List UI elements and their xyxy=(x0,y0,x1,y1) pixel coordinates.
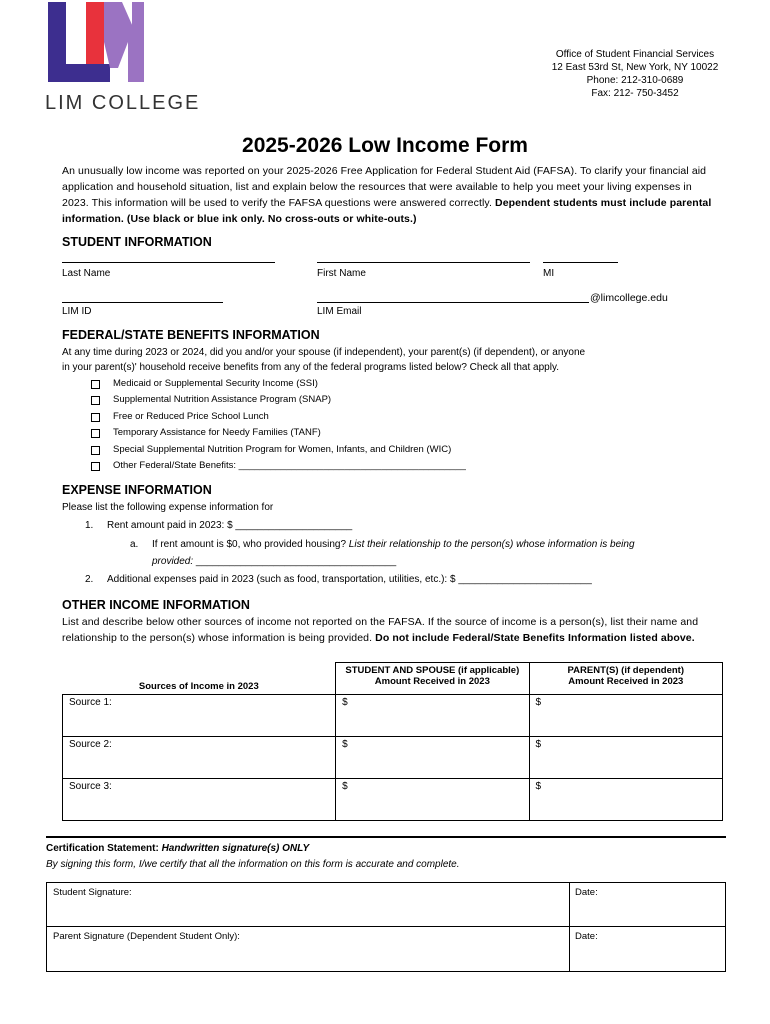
benefit-label-wic: Special Supplemental Nutrition Program for Women, Infants, and Children (WIC) xyxy=(113,444,452,455)
lim-email-field[interactable] xyxy=(317,302,589,303)
expense-item2-number: 2. xyxy=(85,574,94,585)
expense-sub-a-letter: a. xyxy=(130,539,139,550)
benefits-question-line1: At any time during 2023 or 2024, did you and/or your spouse (if independent), your parent(s) (if dependent), or anyone xyxy=(62,347,586,358)
benefits-question-line2: in your parent(s)' household receive benefits from any of the federal programs listed below? Check all that apply. xyxy=(62,362,559,373)
logo-wordmark: LIM COLLEGE xyxy=(45,92,201,114)
housing-question xyxy=(152,539,635,550)
housing-provided-field[interactable] xyxy=(152,556,396,567)
other-income-bold: Do not include Federal/State Benefits Information listed above. xyxy=(375,632,695,644)
source-3-cell[interactable]: Source 3: xyxy=(63,779,336,821)
benefit-label-school-lunch: Free or Reduced Price School Lunch xyxy=(113,411,269,422)
sig-divider-vertical xyxy=(569,883,570,971)
parent-date-field[interactable] xyxy=(575,931,720,967)
source-1-cell[interactable]: Source 1: xyxy=(63,695,336,737)
table-row xyxy=(63,737,723,779)
parent-date-label: Date: xyxy=(575,931,598,942)
student-signature-field[interactable] xyxy=(53,887,563,923)
housing-provided-label: provided: xyxy=(152,556,194,567)
benefit-label-other: Other Federal/State Benefits: ___________________________________________ xyxy=(113,460,466,471)
last-name-label: Last Name xyxy=(62,268,111,279)
other-income-heading: OTHER INCOME INFORMATION xyxy=(62,598,250,612)
student-info-heading: STUDENT INFORMATION xyxy=(62,235,212,249)
checkbox-school-lunch[interactable] xyxy=(91,413,100,422)
lim-email-label: LIM Email xyxy=(317,306,362,317)
certification-divider xyxy=(46,836,726,838)
col-header-student xyxy=(336,663,529,695)
intro-paragraph xyxy=(62,163,712,227)
sig-divider-horizontal xyxy=(47,926,725,927)
other-income-text: List and describe below other sources of income not reported on the FAFSA. If the source of income is a person(s), list their name and relationship to the person(s) whose information is being provided. xyxy=(62,616,699,644)
housing-provided-blank: ____________________________________ xyxy=(193,556,397,567)
intro-bold: Dependent students must include parental information. (Use black or blue ink only. No cross-outs or white-outs.) xyxy=(62,197,712,225)
parent-signature-field[interactable] xyxy=(53,931,563,967)
first-name-label: First Name xyxy=(317,268,366,279)
col-header-student-top: STUDENT AND SPOUSE (if applicable) xyxy=(345,665,520,676)
certification-statement: By signing this form, I/we certify that all the information on this form is accurate and complete. xyxy=(46,859,460,870)
table-row xyxy=(63,779,723,821)
additional-expenses-field[interactable]: Additional expenses paid in 2023 (such as food, transportation, utilities, etc.): $ ________________________ xyxy=(107,574,592,585)
col-header-student-bottom: Amount Received in 2023 xyxy=(374,676,490,687)
source-3-student-amount[interactable]: $ xyxy=(336,779,529,821)
expense-item1-number: 1. xyxy=(85,520,94,531)
checkbox-wic[interactable] xyxy=(91,446,100,455)
student-date-field[interactable] xyxy=(575,887,720,923)
office-name: Office of Student Financial Services xyxy=(555,49,715,60)
checkbox-medicaid[interactable] xyxy=(91,380,100,389)
lim-id-label: LIM ID xyxy=(62,306,92,317)
rent-amount-field[interactable]: Rent amount paid in 2023: $ _____________________ xyxy=(107,520,353,531)
parent-signature-label: Parent Signature (Dependent Student Only): xyxy=(53,931,240,942)
student-date-label: Date: xyxy=(575,887,598,898)
certification-title xyxy=(46,843,309,854)
housing-question-text: If rent amount is $0, who provided housing? xyxy=(152,539,347,550)
lim-id-field[interactable] xyxy=(62,302,223,303)
source-2-parent-amount[interactable]: $ xyxy=(529,737,722,779)
certification-label: Certification Statement: xyxy=(46,843,159,854)
email-suffix: @limcollege.edu xyxy=(590,292,668,304)
last-name-field[interactable] xyxy=(62,262,275,263)
page-title: 2025-2026 Low Income Form xyxy=(242,134,528,157)
col-header-sources: Sources of Income in 2023 xyxy=(63,663,336,695)
other-income-paragraph xyxy=(62,614,712,646)
office-fax: Fax: 212- 750-3452 xyxy=(591,88,679,99)
signature-box xyxy=(46,882,726,972)
certification-label-italic: Handwritten signature(s) ONLY xyxy=(161,843,310,854)
col-header-parent-bottom: Amount Received in 2023 xyxy=(568,676,684,687)
col-header-parent-top: PARENT(S) (if dependent) xyxy=(567,665,684,676)
mi-field[interactable] xyxy=(543,262,618,263)
source-3-parent-amount[interactable]: $ xyxy=(529,779,722,821)
first-name-field[interactable] xyxy=(317,262,530,263)
lim-logo-mark xyxy=(48,2,144,90)
mi-label: MI xyxy=(543,268,555,279)
office-address: 12 East 53rd St, New York, NY 10022 xyxy=(551,62,719,73)
benefit-label-medicaid: Medicaid or Supplemental Security Income (SSI) xyxy=(113,378,318,389)
student-signature-label: Student Signature: xyxy=(53,887,132,898)
source-1-parent-amount[interactable]: $ xyxy=(529,695,722,737)
source-2-cell[interactable]: Source 2: xyxy=(63,737,336,779)
intro-text: An unusually low income was reported on your 2025-2026 Free Application for Federal Student Aid (FAFSA). To clarify your financial aid application and household situation, list and explain below the resources that were available to help you meet your living expenses in 2023. This information will be used to verify the FAFSA questions were answered correctly. xyxy=(62,165,707,209)
checkbox-snap[interactable] xyxy=(91,396,100,405)
housing-question-italic: List their relationship to the person(s) whose information is being xyxy=(348,539,635,550)
income-table xyxy=(62,662,723,821)
benefit-label-snap: Supplemental Nutrition Assistance Program (SNAP) xyxy=(113,394,332,405)
table-row xyxy=(63,695,723,737)
expense-heading: EXPENSE INFORMATION xyxy=(62,483,212,497)
office-phone: Phone: 212-310-0689 xyxy=(586,75,684,86)
benefits-heading: FEDERAL/STATE BENEFITS INFORMATION xyxy=(62,328,320,342)
expense-intro: Please list the following expense information for xyxy=(62,502,274,513)
office-contact xyxy=(530,48,740,100)
benefit-label-tanf: Temporary Assistance for Needy Families (TANF) xyxy=(113,427,321,438)
col-header-parent xyxy=(529,663,722,695)
source-2-student-amount[interactable]: $ xyxy=(336,737,529,779)
checkbox-tanf[interactable] xyxy=(91,429,100,438)
checkbox-other-benefits[interactable] xyxy=(91,462,100,471)
source-1-student-amount[interactable]: $ xyxy=(336,695,529,737)
